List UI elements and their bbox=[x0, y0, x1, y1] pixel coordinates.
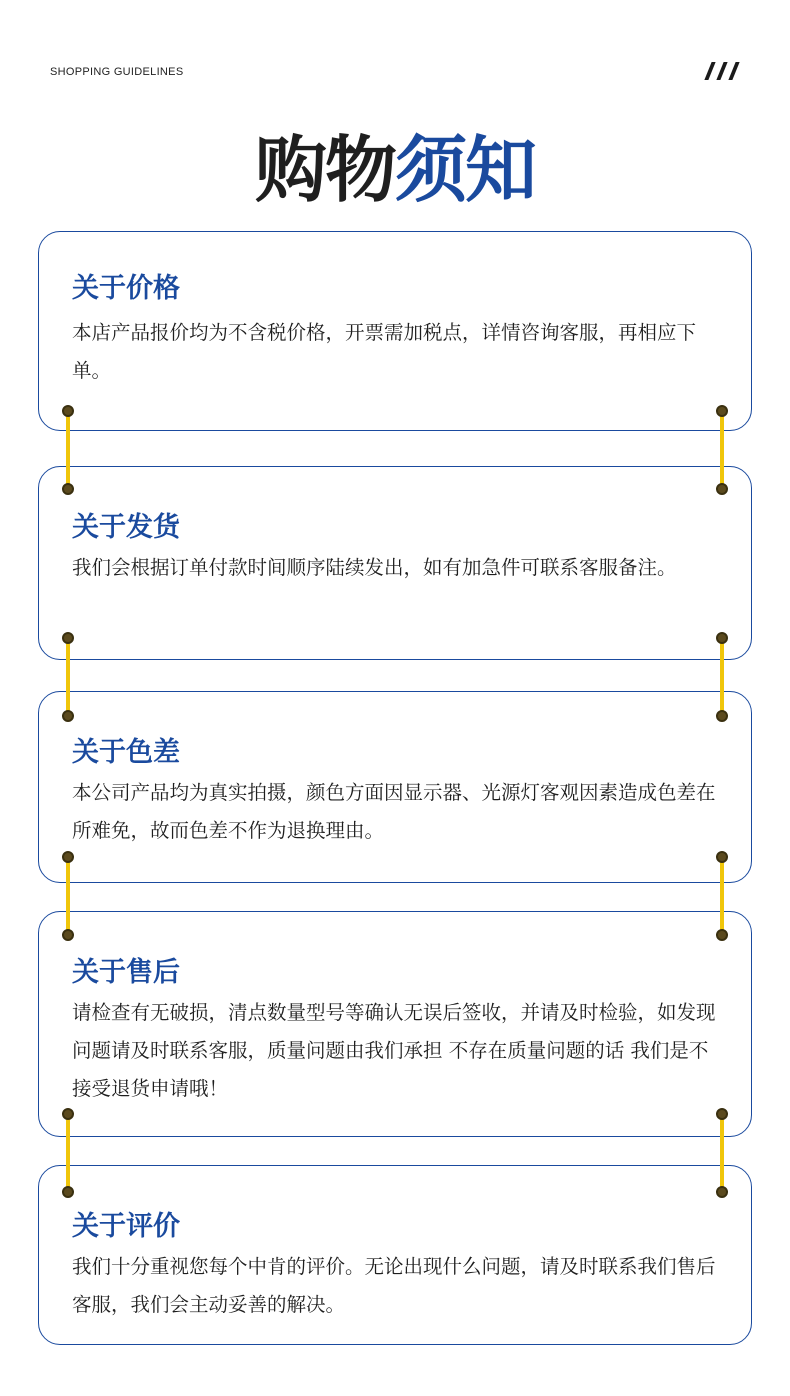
section-body: 本公司产品均为真实拍摄，颜色方面因显示器、光源灯客观因素造成色差在所难免，故而色差不作为退换理由。 bbox=[72, 781, 716, 842]
section-body: 本店产品报价均为不含税价格，开票需加税点，详情咨询客服，再相应下单。 bbox=[72, 321, 697, 382]
connector-left bbox=[61, 851, 75, 941]
connector-right bbox=[715, 851, 729, 941]
section-body: 请检查有无破损，清点数量型号等确认无误后签收，并请及时检验，如发现问题请及时联系客服，质量问题由我们承担 不存在质量问题的话 我们是不接受退货申请哦！ bbox=[72, 1001, 716, 1100]
section-card-review bbox=[38, 1165, 752, 1345]
section-body: 我们会根据订单付款时间顺序陆续发出，如有加急件可联系客服备注。 bbox=[72, 556, 677, 579]
header-label: SHOPPING GUIDELINES bbox=[50, 66, 184, 78]
connector-left bbox=[61, 1108, 75, 1198]
connector-right bbox=[715, 1108, 729, 1198]
page-title-dark: 购物 bbox=[254, 128, 395, 212]
section-title: 关于售后 bbox=[72, 957, 180, 988]
section-card-price bbox=[38, 231, 752, 431]
connector-left bbox=[61, 405, 75, 495]
connector-right bbox=[715, 632, 729, 722]
section-card-color bbox=[38, 691, 752, 883]
page-title bbox=[0, 112, 790, 216]
connector-right bbox=[715, 405, 729, 495]
section-title: 关于价格 bbox=[72, 273, 180, 304]
section-body: 我们十分重视您每个中肯的评价。无论出现什么问题，请及时联系我们售后客服，我们会主动妥善的解决。 bbox=[72, 1255, 716, 1316]
connector-left bbox=[61, 632, 75, 722]
page-title-blue: 须知 bbox=[395, 128, 536, 212]
section-title: 关于评价 bbox=[72, 1211, 180, 1242]
section-title: 关于色差 bbox=[72, 737, 180, 768]
section-card-shipping bbox=[38, 466, 752, 660]
section-card-after-sales bbox=[38, 911, 752, 1137]
slashes-decoration-icon bbox=[704, 62, 740, 80]
section-title: 关于发货 bbox=[72, 512, 180, 543]
